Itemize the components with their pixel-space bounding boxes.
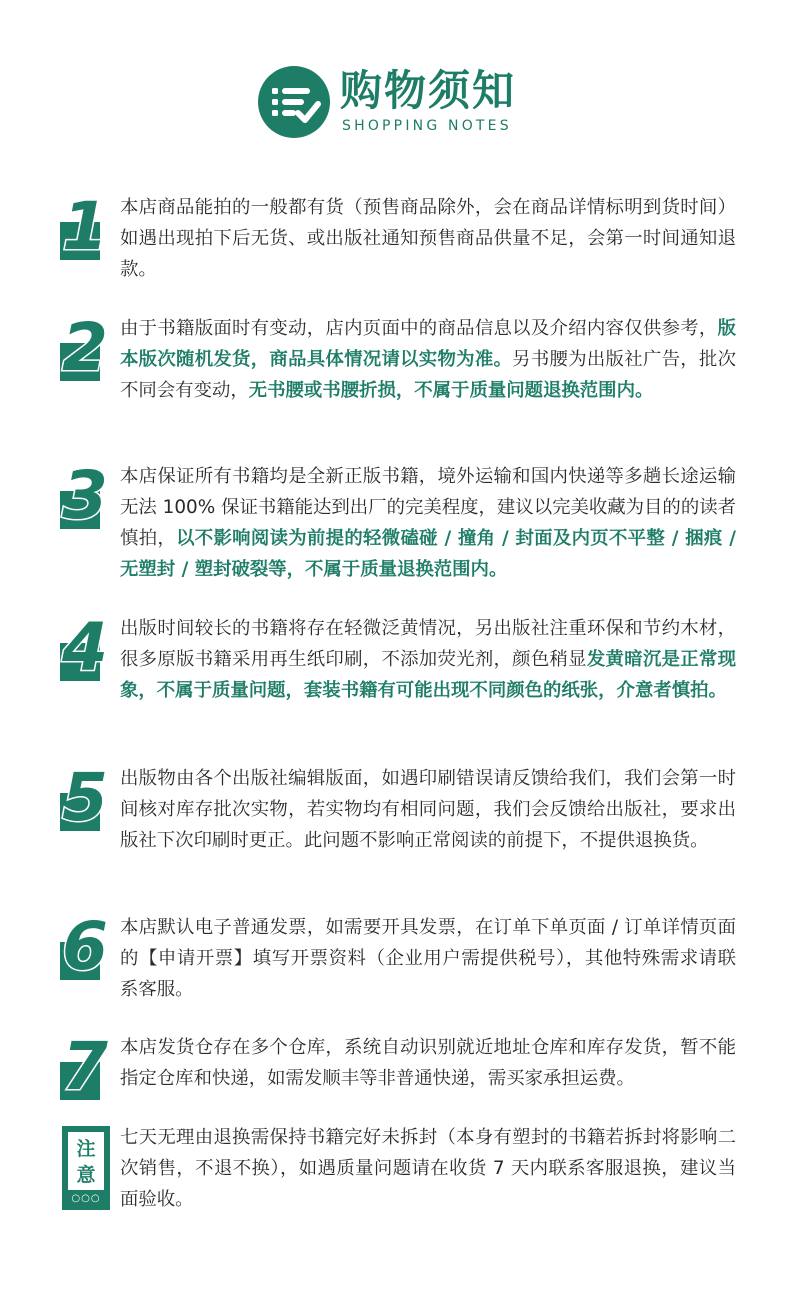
number-badge: 3 [62, 457, 108, 534]
note-dots: ○○○ [71, 1193, 101, 1204]
notice-text [120, 1032, 736, 1094]
notice-text [120, 613, 736, 706]
notice-text [120, 763, 736, 856]
plain-text: 本店商品能拍的一般都有货（预售商品除外，会在商品详情标明到货时间）如遇出现拍下后无货、或出版社通知预售商品供量不足，会第一时间通知退款。 [120, 197, 736, 280]
highlight-text: 无书腰或书腰折损，不属于质量问题退换范围内。 [248, 380, 654, 401]
note-badge-bottom: 意 [76, 1164, 96, 1186]
page-subtitle: SHOPPING NOTES [342, 118, 512, 134]
notice-text [120, 313, 736, 406]
highlight-text: 以不影响阅读为前提的轻微磕碰 / 撞角 / 封面及内页不平整 / 捆痕 / 无塑封 / 塑封破裂等，不属于质量退换范围内。 [120, 528, 736, 580]
number-badge: 1 [62, 188, 108, 265]
notice-text [120, 461, 736, 585]
plain-text: 另书腰为出版社广告，批次不同会有变动， [120, 349, 736, 401]
plain-text: 由于书籍版面时有变动，店内页面中的商品信息以及介绍内容仅供参考， [120, 318, 718, 339]
header [0, 60, 790, 150]
highlight-text: 发黄暗沉是正常现象，不属于质量问题，套装书籍有可能出现不同颜色的纸张，介意者慎拍。 [120, 649, 736, 701]
number-badge: 7 [62, 1028, 108, 1105]
page-title: 购物须知 [340, 66, 517, 115]
plain-text: 出版时间较长的书籍将存在轻微泛黄情况，另出版社注重环保和节约木材，很多原版书籍采用再生纸印刷，不添加荧光剂，颜色稍显 [120, 618, 736, 670]
note-badge [62, 1126, 110, 1210]
plain-text: 出版物由各个出版社编辑版面，如遇印刷错误请反馈给我们，我们会第一时间核对库存批次实物，若实物均有相同问题，我们会反馈给出版社，要求出版社下次印刷时更正。此问题不影响正常阅读的前提下，不提供退换货。 [120, 768, 736, 851]
number-badge: 4 [62, 609, 108, 686]
note-text: 七天无理由退换需保持书籍完好未拆封（本身有塑封的书籍若拆封将影响二次销售，不退不换），如遇质量问题请在收货 7 天内联系客服退换，建议当面验收。 [120, 1127, 736, 1210]
number-badge: 5 [62, 759, 108, 836]
plain-text: 本店发货仓存在多个仓库，系统自动识别就近地址仓库和库存发货，暂不能指定仓库和快递，如需发顺丰等非普通快递，需买家承担运费。 [120, 1037, 736, 1089]
notice-text [120, 192, 736, 285]
plain-text: 本店默认电子普通发票，如需要开具发票，在订单下单页面 / 订单详情页面的【申请开票】填写开票资料（企业用户需提供税号），其他特殊需求请联系客服。 [120, 917, 736, 1000]
checklist-icon [258, 66, 330, 138]
number-badge: 6 [62, 908, 108, 985]
notice-text [120, 912, 736, 1005]
number-badge: 2 [62, 309, 108, 386]
plain-text: 本店保证所有书籍均是全新正版书籍，境外运输和国内快递等多趟长途运输无法 100% 保证书籍能达到出厂的完美程度，建议以完美收藏为目的的读者慎拍， [120, 466, 736, 549]
note-badge-top: 注 [76, 1138, 96, 1160]
highlight-text: 版本版次随机发货，商品具体情况请以实物为准。 [120, 318, 736, 370]
